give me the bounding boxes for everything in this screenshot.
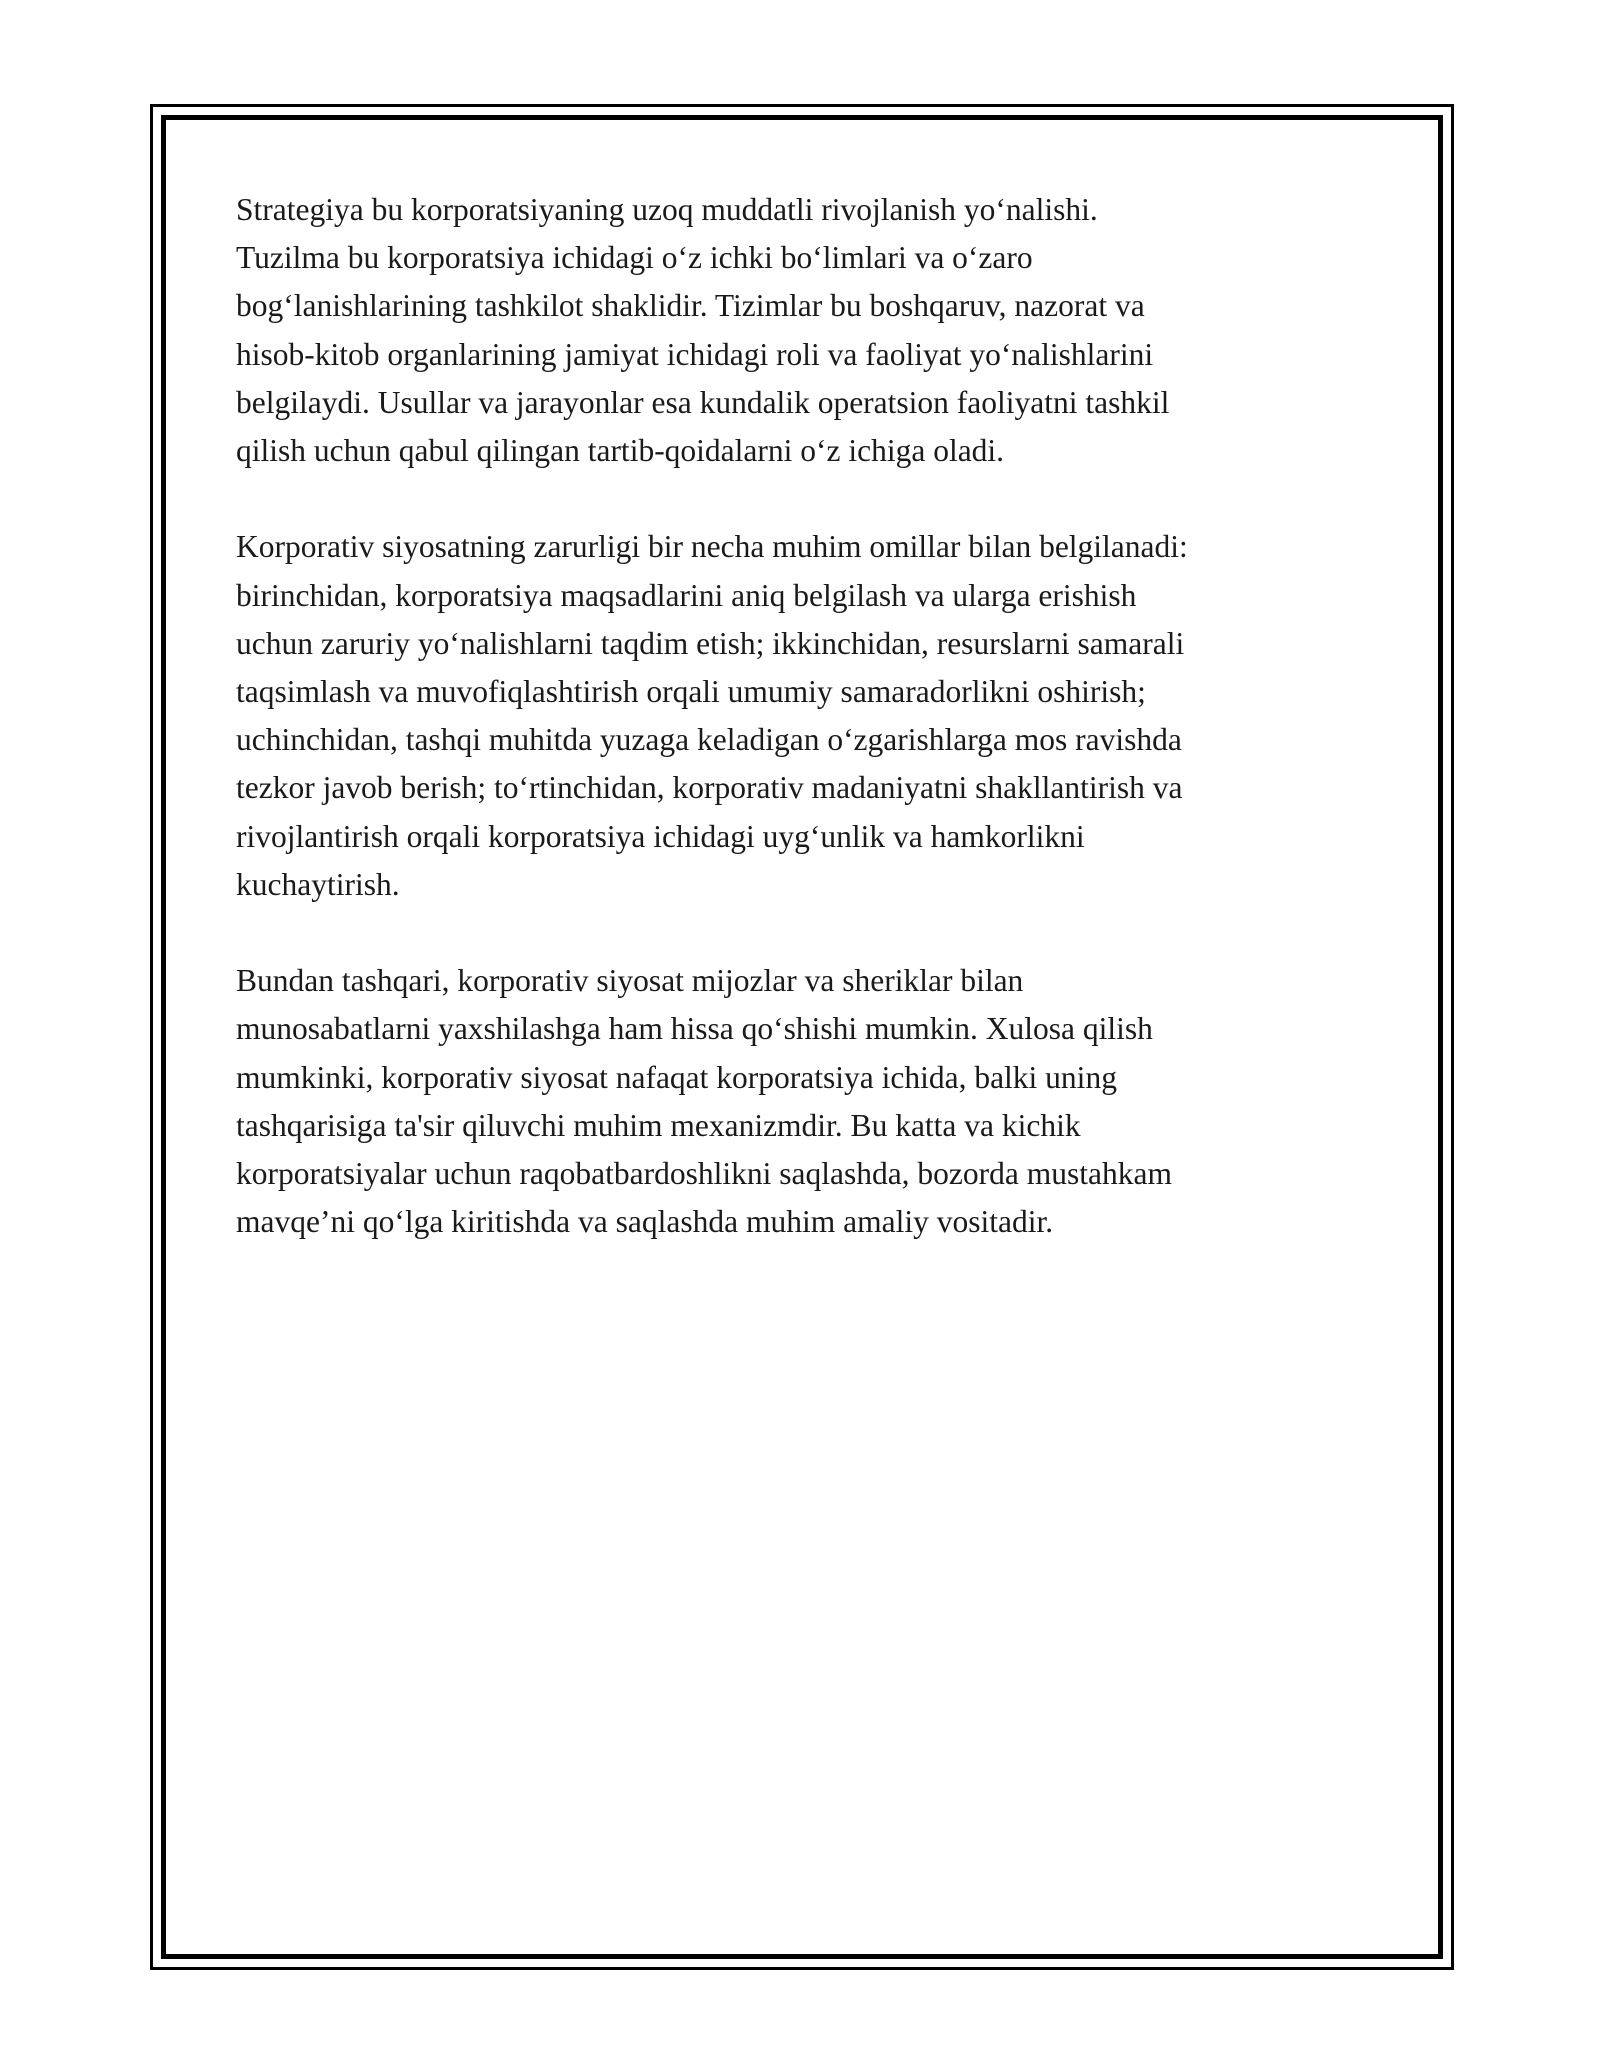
paragraph-necessity: Korporativ siyosatning zarurligi bir necha muhim omillar bilan belgilanadi: birinchidan, korporatsiya maqsadlarini aniq belgilash va ularga erishish uchun zaruriy yo‘nalishlarni taqdim etish; ikkinchidan, resurslarni samarali taqsimlash va muvofiqlashtirish orqali umumiy samaradorlikni oshirish; uchinchidan, tashqi muhitda yuzaga keladigan o‘zgarishlarga mos ravishda tezkor javob berish; to‘rtinchidan, korporativ madaniyatni shakllantirish va rivojlantirish orqali korporatsiya ichidagi uyg‘unlik va hamkorlikni kuchaytirish. <box>236 529 1188 902</box>
paragraph-conclusion: Bundan tashqari, korporativ siyosat mijozlar va sheriklar bilan munosabatlarni yaxshilashga ham hissa qo‘shishi mumkin. Xulosa qilish mumkinki, korporativ siyosat nafaqat korporatsiya ichida, balki uning tashqarisiga ta'sir qiluvchi muhim mexanizmdir. Bu katta va kichik korporatsiyalar uchun raqobatbardoshlikni saqlashda, bozorda mustahkam mavqe’ni qo‘lga kiritishda va saqlashda muhim amaliy vositadir. <box>236 963 1172 1240</box>
paragraph-strategy: Strategiya bu korporatsiyaning uzoq muddatli rivojlanish yo‘nalishi. Tuzilma bu korporatsiya ichidagi o‘z ichki bo‘limlari va o‘zaro bog‘lanishlarining tashkilot shaklidir. Tizimlar bu boshqaruv, nazorat va hisob-kitob organlarining jamiyat ichidagi roli va faoliyat yo‘nalishlarini belgilaydi. Usullar va jarayonlar esa kundalik operatsion faoliyatni tashkil qilish uchun qabul qilingan tartib-qoidalarni o‘z ichiga oladi. <box>236 192 1170 469</box>
document-body <box>236 186 1366 1295</box>
